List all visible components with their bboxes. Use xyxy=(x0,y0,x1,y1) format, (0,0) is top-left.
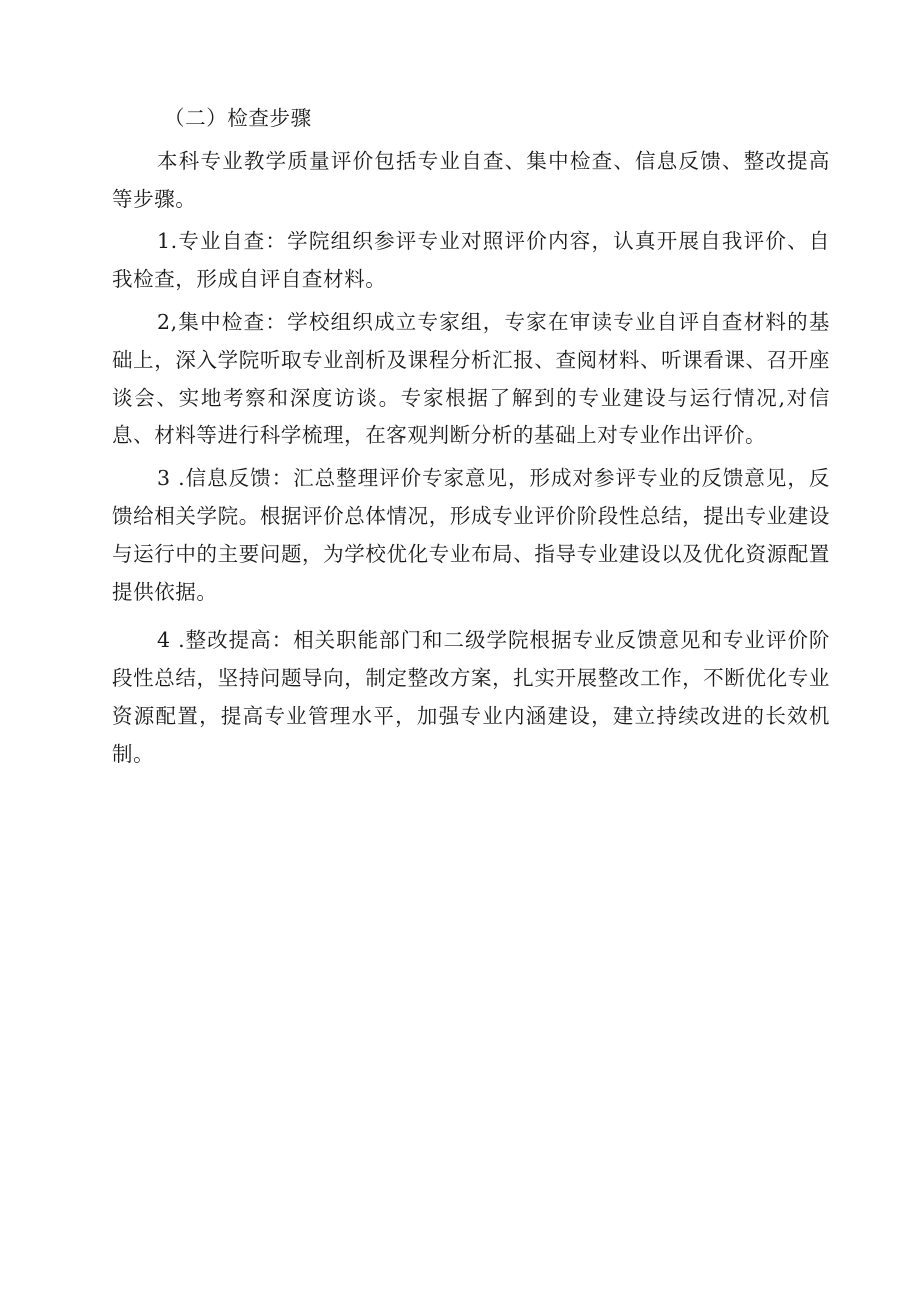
section-heading: （二）检查步骤 xyxy=(164,106,312,130)
paragraph-step-self-check: 1.专业自查：学院组织参评专业对照评价内容，认真开展自我评价、自我检查，形成自评自查材料。 xyxy=(112,229,830,292)
paragraph-step-rectification: 4 .整改提高：相关职能部门和二级学院根据专业反馈意见和专业评价阶段性总结，坚持问题导向，制定整改方案，扎实开展整改工作，不断优化专业资源配置，提高专业管理水平，加强专业内涵建设，建立持续改进的长效机制。 xyxy=(112,628,830,766)
document-body xyxy=(112,100,830,779)
paragraph-step-centralized-check: 2,集中检查：学校组织成立专家组，专家在审读专业自评自查材料的基础上，深入学院听取专业剖析及课程分析汇报、查阅材料、听课看课、召开座谈会、实地考察和深度访谈。专家根据了解到的专业建设与运行情况,对信息、材料等进行科学梳理，在客观判断分析的基础上对专业作出评价。 xyxy=(112,309,830,448)
paragraph-step-feedback: 3 .信息反馈：汇总整理评价专家意见，形成对参评专业的反馈意见，反馈给相关学院。根据评价总体情况，形成专业评价阶段性总结，提出专业建设与运行中的主要问题，为学校优化专业布局、指导专业建设以及优化资源配置提供依据。 xyxy=(112,466,830,604)
paragraph-intro: 本科专业教学质量评价包括专业自查、集中检查、信息反馈、整改提高等步骤。 xyxy=(112,148,830,211)
